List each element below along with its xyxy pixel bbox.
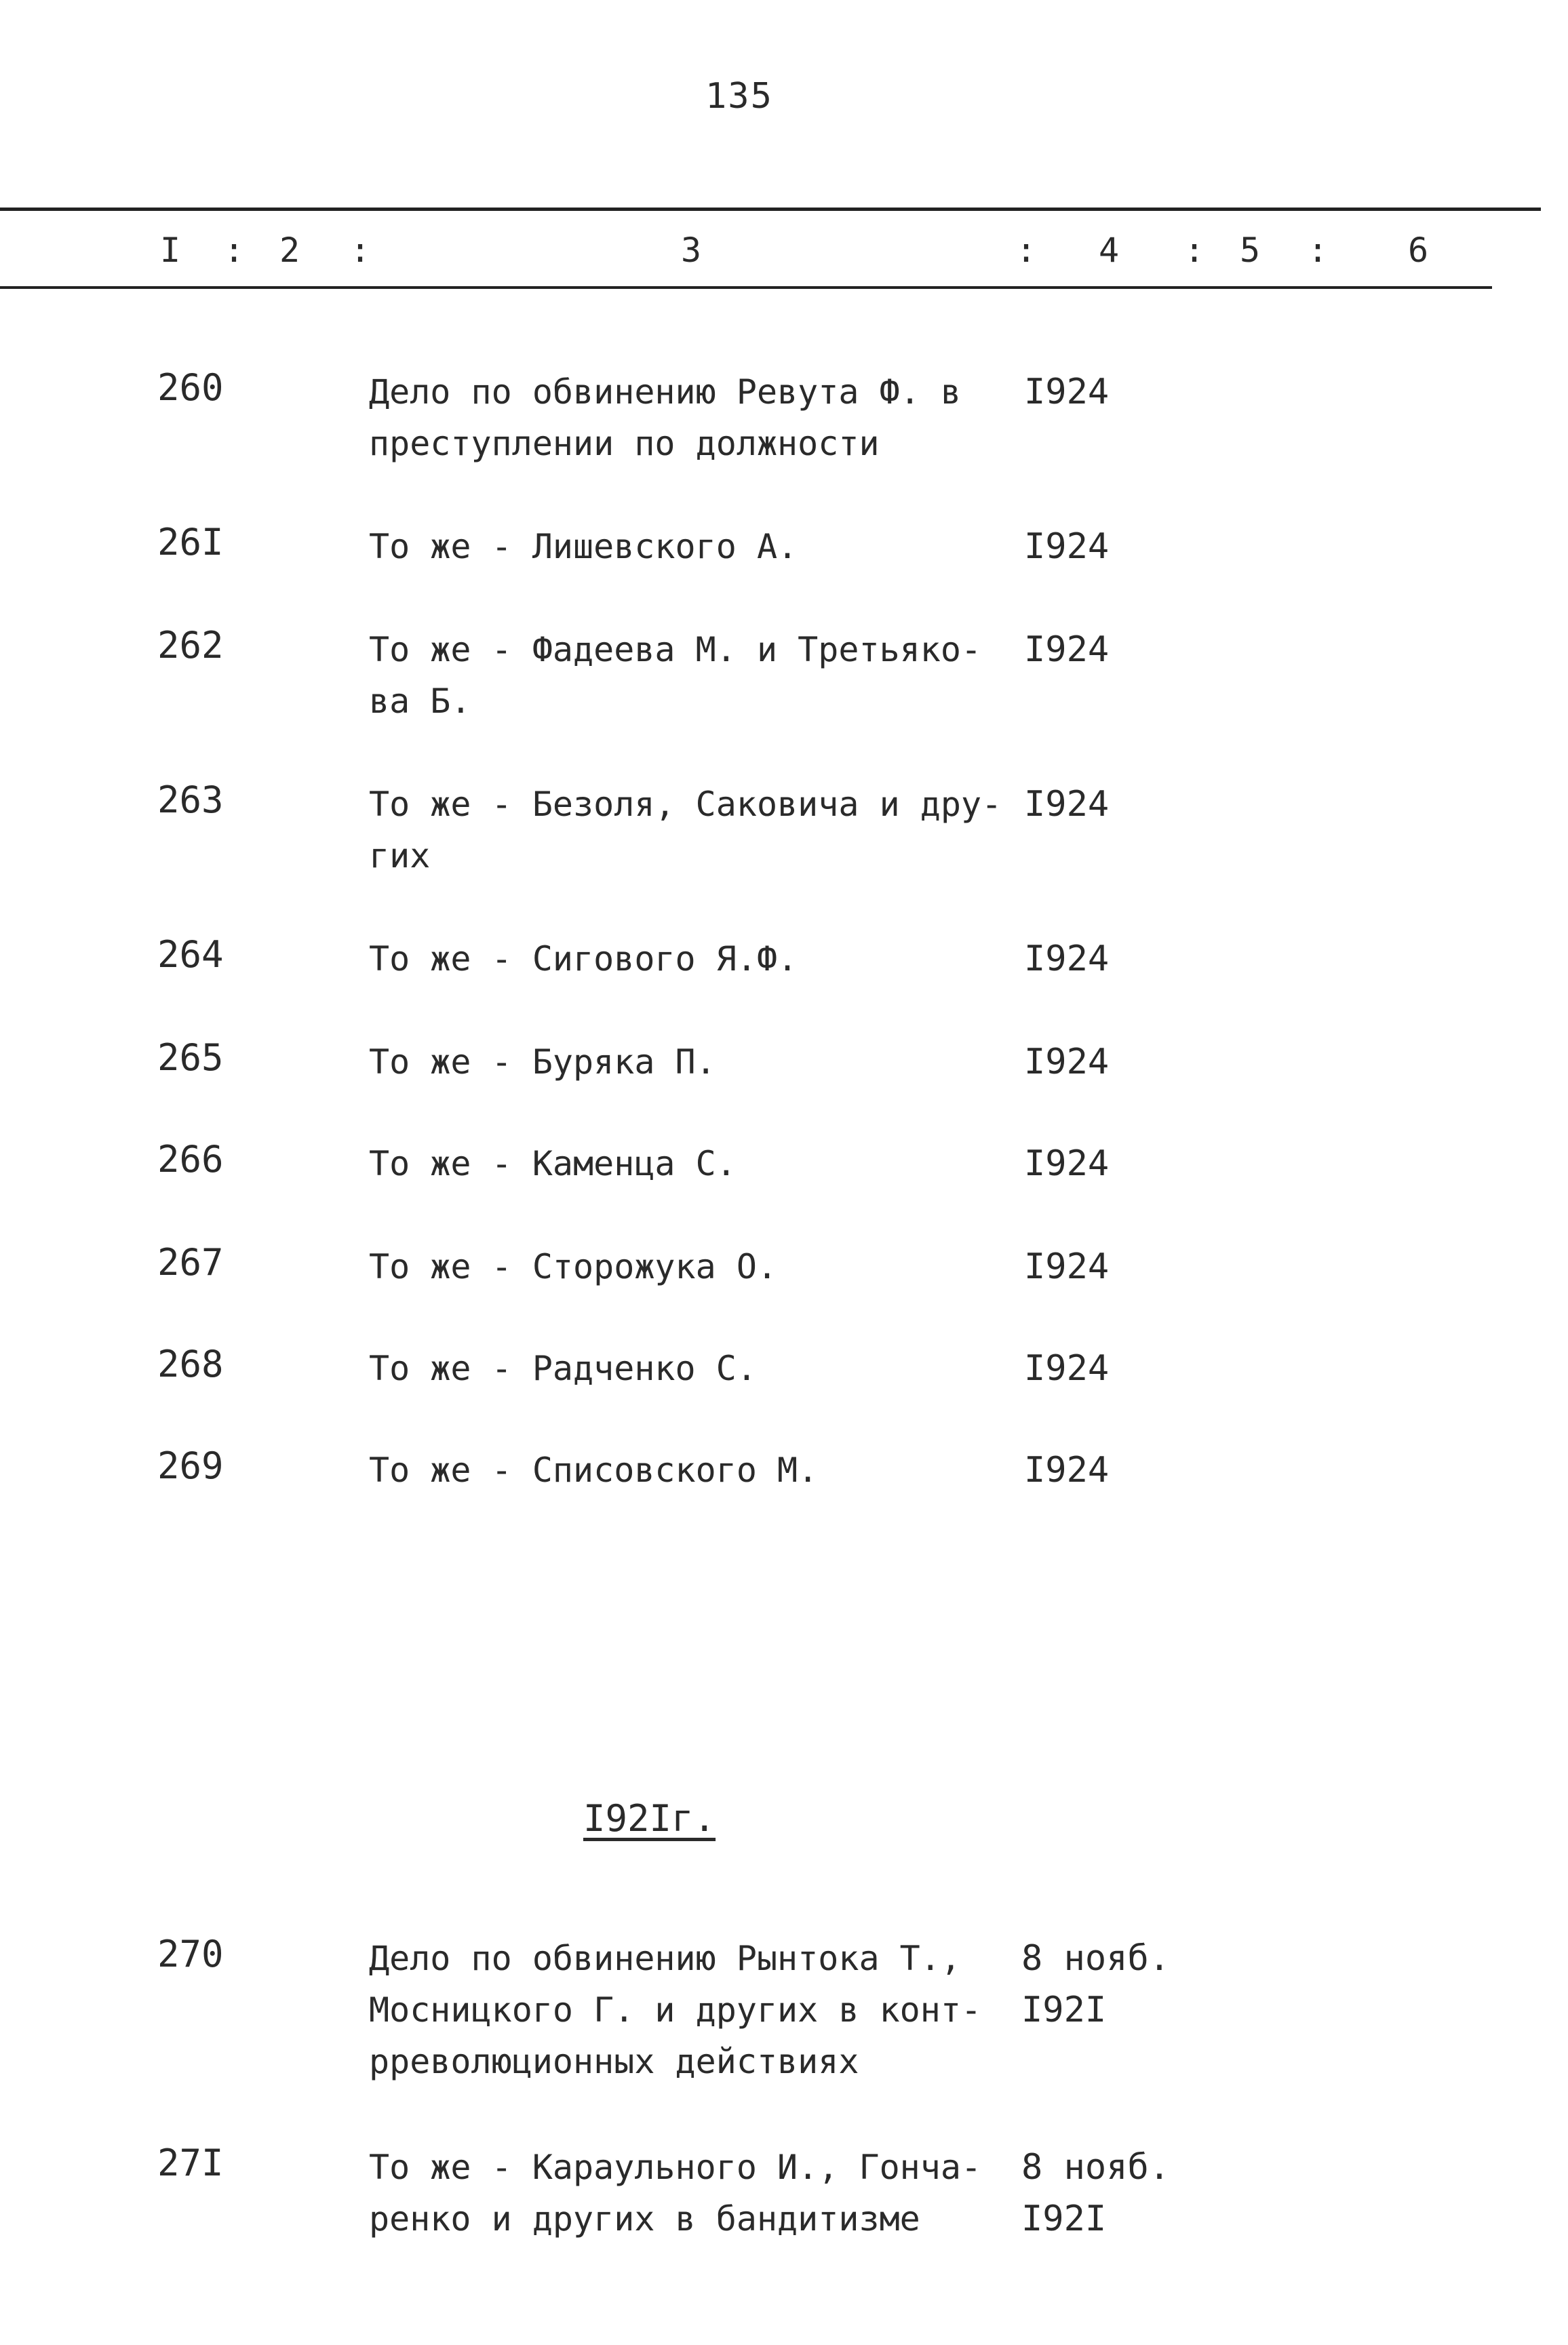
case-title: То же - Фадеева М. и Третьяко- ва Б.	[369, 630, 982, 721]
case-number: 265	[157, 1036, 224, 1079]
case-number: 269	[157, 1444, 224, 1487]
column-separator: :	[224, 231, 245, 270]
column-header-2: 2	[279, 231, 300, 270]
column-separator: :	[1308, 231, 1329, 270]
case-date: I924	[1024, 1348, 1110, 1389]
case-title: То же - Сторожука О.	[369, 1247, 778, 1286]
case-title: Дело по обвинению Ревута Ф. в преступлении по должности	[369, 372, 961, 463]
case-title: То же - Караульного И., Гонча- ренко и других в бандитизме	[369, 2148, 982, 2239]
case-date: I924	[1024, 629, 1110, 670]
case-title: Дело по обвинению Рынтока Т., Мосницкого Г. и других в конт- рреволюционных действиях	[369, 1939, 982, 2081]
case-number: 267	[157, 1241, 224, 1284]
case-date: I924	[1024, 784, 1110, 825]
case-title: То же - Радченко С.	[369, 1349, 757, 1388]
case-title: То же - Безоля, Саковича и дру- гих	[369, 785, 1002, 875]
case-date: I924	[1024, 1143, 1110, 1184]
column-separator: :	[350, 231, 371, 270]
case-date: I924	[1024, 1042, 1110, 1082]
column-header-1: I	[160, 231, 181, 270]
case-number: 268	[157, 1343, 224, 1385]
page-number: 135	[705, 76, 773, 117]
case-number: 270	[157, 1933, 224, 1975]
case-number: 26I	[157, 521, 224, 564]
case-title: То же - Сигового Я.Ф.	[369, 939, 798, 979]
column-header-6: 6	[1408, 231, 1429, 270]
column-header-4: 4	[1099, 231, 1120, 270]
case-number: 262	[157, 624, 224, 667]
case-number: 266	[157, 1138, 224, 1181]
header-rule-top	[0, 208, 1541, 211]
case-date: I924	[1024, 939, 1110, 979]
case-number: 27I	[157, 2142, 224, 2184]
case-date: 8 нояб. I92I	[1021, 1938, 1171, 2030]
section-heading: I92Iг.	[583, 1797, 716, 1840]
case-title: То же - Лишевского А.	[369, 527, 798, 566]
case-title: То же - Каменца С.	[369, 1144, 737, 1183]
case-date: I924	[1024, 1450, 1110, 1491]
case-number: 263	[157, 779, 224, 821]
case-title: То же - Списовского М.	[369, 1451, 819, 1490]
column-header-5: 5	[1240, 231, 1261, 270]
column-header-3: 3	[681, 231, 702, 270]
case-title: То же - Буряка П.	[369, 1042, 716, 1082]
column-separator: :	[1016, 231, 1037, 270]
case-date: I924	[1024, 526, 1110, 567]
column-separator: :	[1184, 231, 1205, 270]
case-number: 260	[157, 366, 224, 409]
header-rule-bottom	[0, 286, 1492, 289]
case-date: I924	[1024, 372, 1110, 412]
case-date: 8 нояб. I92I	[1021, 2147, 1171, 2239]
case-date: I924	[1024, 1246, 1110, 1287]
case-number: 264	[157, 933, 224, 976]
